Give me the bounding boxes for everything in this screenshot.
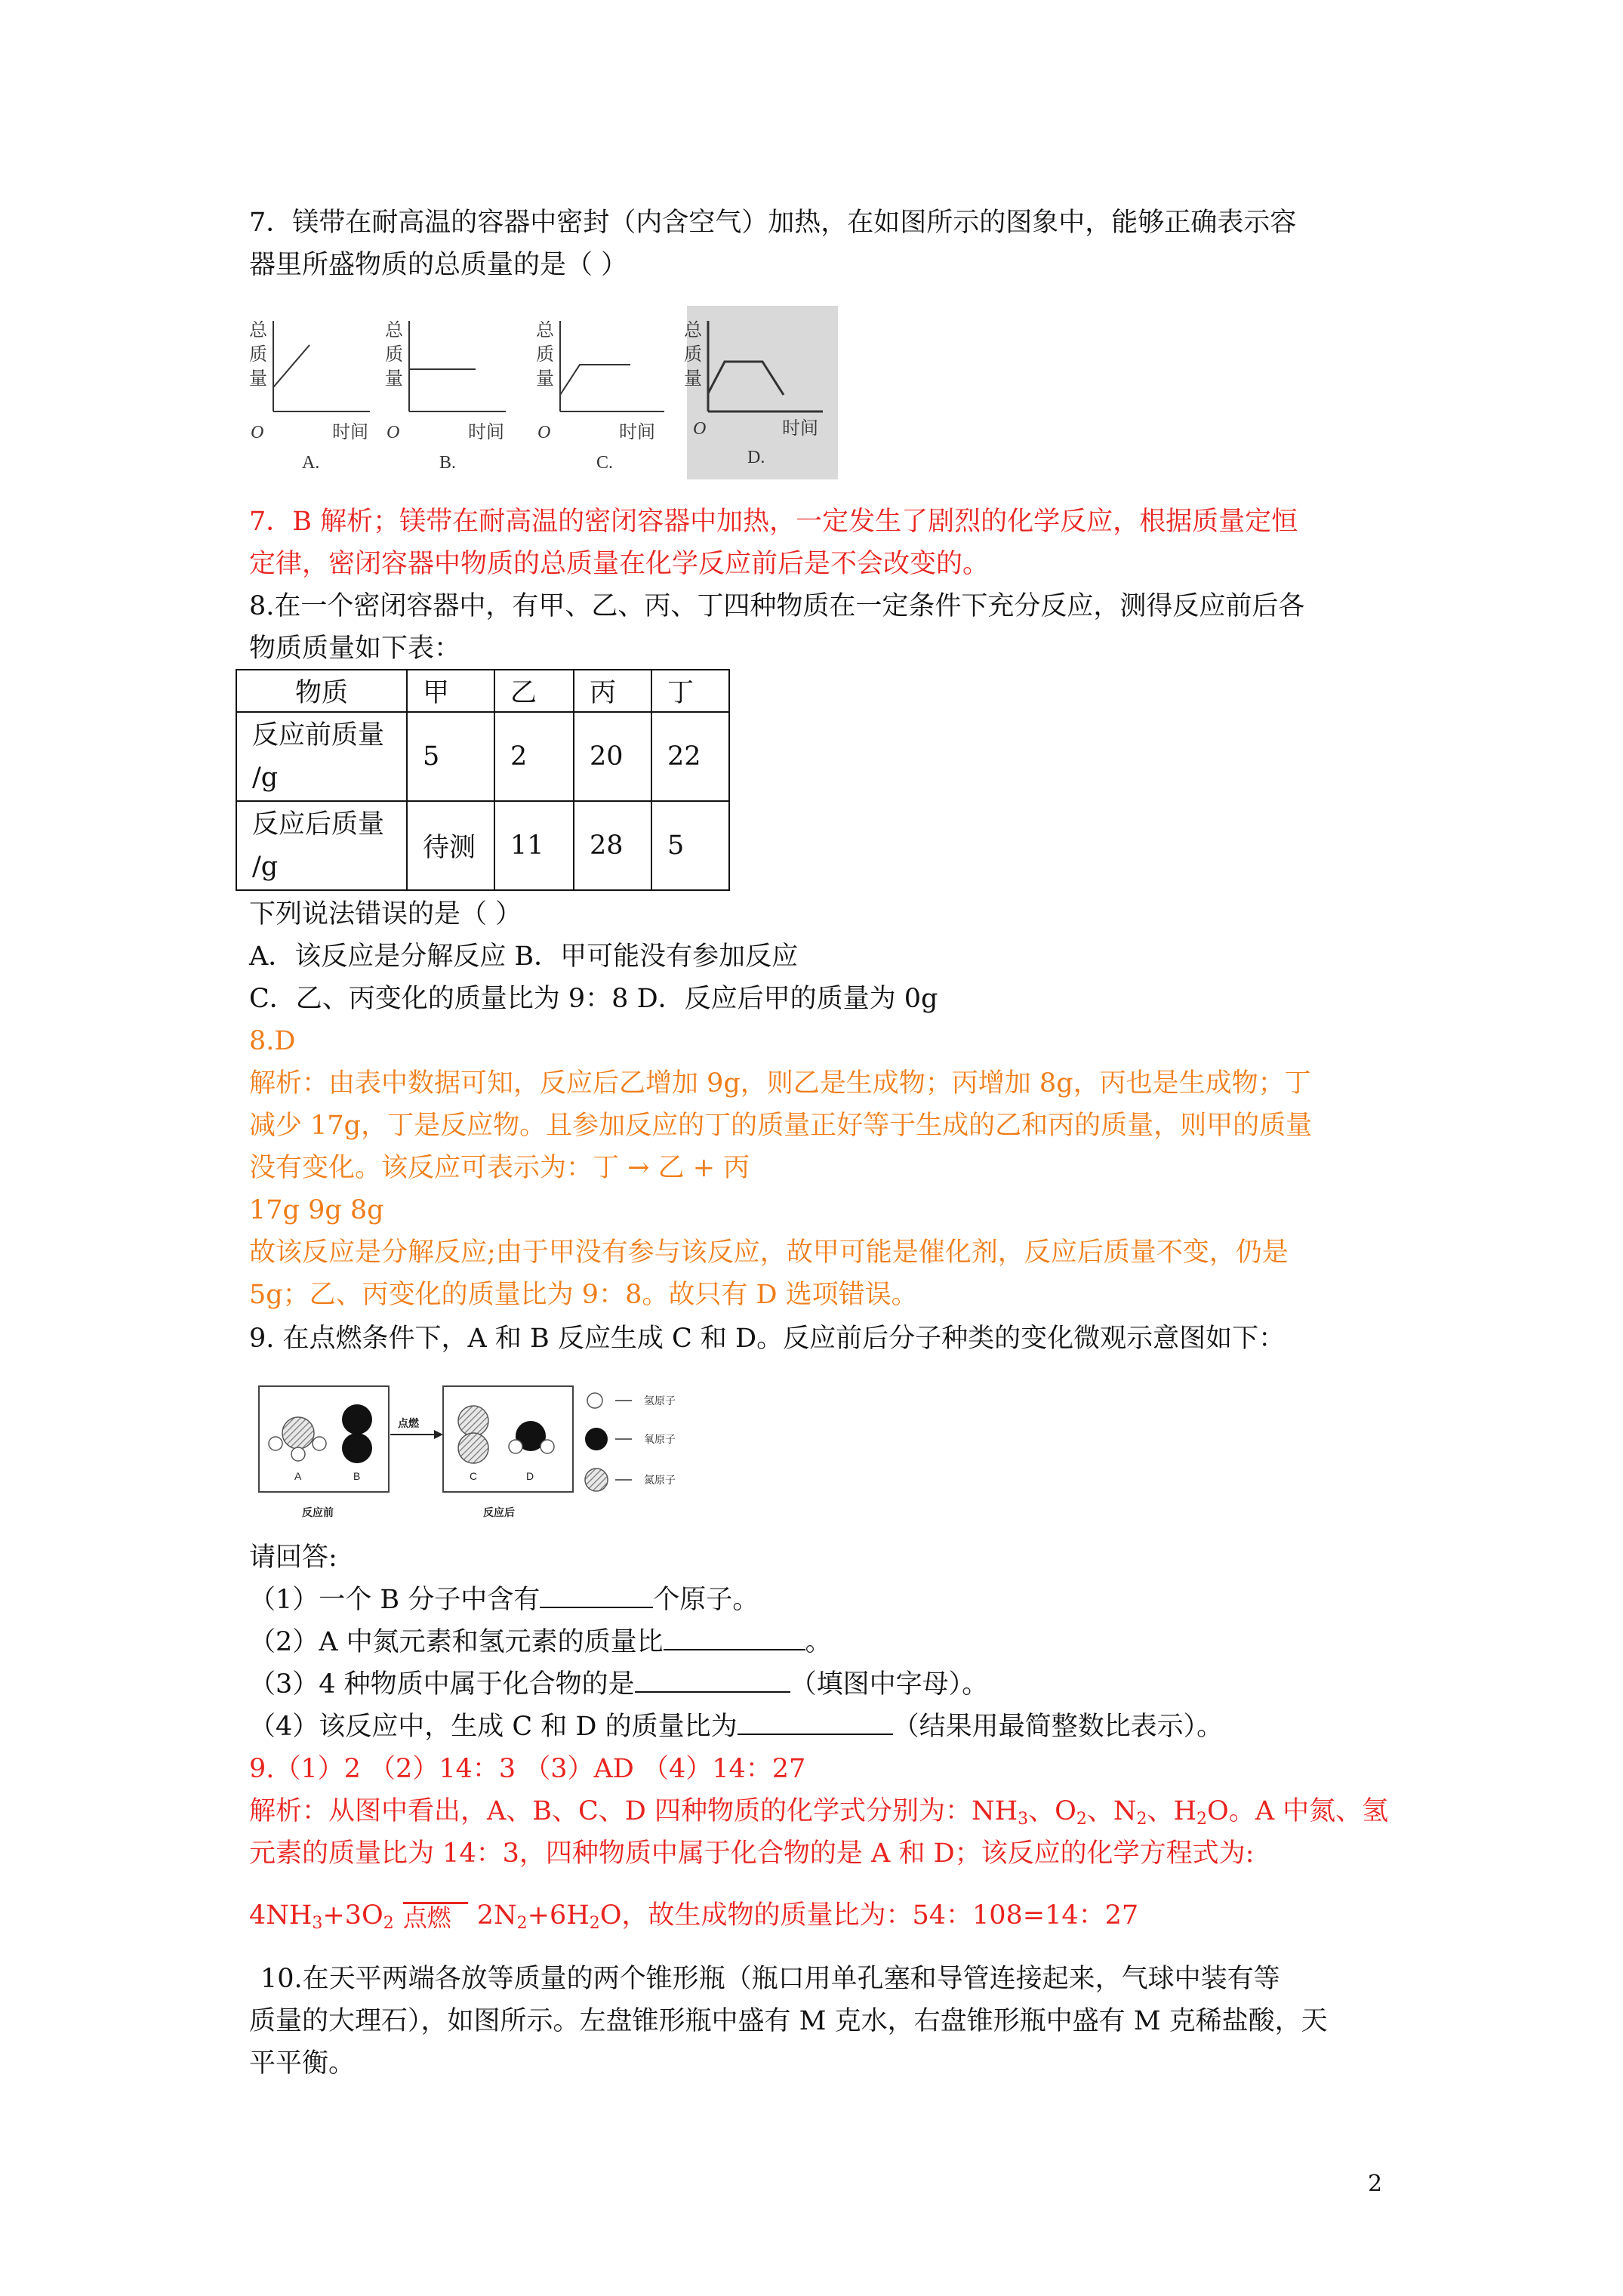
oxygen-atom [342,1404,372,1435]
page-number: 2 [1368,2171,1383,2197]
nitrogen-atom [282,1417,314,1449]
q9-analysis-line-1: 解析：从图中看出，A、B、C、D 四种物质的化学式分别为：$NH_3$、$O_2$、$N_2$、$H_2O$。A 中氮、氢 [249,1796,1389,1829]
q7-answer-line-2: 定律，密闭容器中物质的总质量在化学反应前后是不会改变的。 [249,549,990,579]
q9-sub-4: （4）该反应中，生成 C 和 D 的质量比为 （结果用最简整数比表示）。 [249,1712,1224,1742]
graph-a-origin: O [251,423,264,442]
table-cell: 28 [574,801,651,890]
arrow-label: 点燃 [398,1417,419,1429]
after-label: 反应后 [483,1506,515,1518]
graph-d-ylabel-3: 量 [684,369,702,389]
table-cell: 5 [651,801,729,890]
hydrogen-atom [540,1440,554,1453]
oxygen-atom [342,1433,372,1463]
table-row [236,801,729,890]
hydrogen-atom [509,1440,522,1453]
graph-d-option: D. [747,448,765,467]
q8-analysis-line-3: 没有变化。该反应可表示为：丁 → 乙 + 丙 [249,1153,750,1183]
q9-sub-1: （1）一个 B 分子中含有 个原子。 [249,1585,759,1615]
q10-line-1: 10.在天平两端各放等质量的两个锥形瓶（瓶口用单孔塞和导管连接起来，气球中装有等 [260,1964,1280,1994]
graph-a-ylabel-1: 总 [249,321,267,341]
q9-molecule-diagram [253,1382,721,1529]
q7-line-2: 器里所盛物质的总质量的是（ ） [249,250,628,280]
graph-d-origin: O [693,419,707,439]
nitrogen-atom [458,1433,488,1463]
graph-a-ylabel-2: 质 [249,345,267,365]
q8-analysis-line-5: 故该反应是分解反应;由于甲没有参与该反应，故甲可能是催化剂，反应后质量不变，仍是 [249,1237,1289,1268]
q9-sub-3: （3）4 种物质中属于化合物的是 （填图中字母）。 [249,1669,989,1700]
q8-analysis-line-6: 5g；乙、丙变化的质量比为 9：8。故只有 D 选项错误。 [249,1280,918,1310]
graph-b-ylabel-2: 质 [385,345,403,365]
graph-c-ylabel-3: 量 [536,369,554,389]
answer-blank[interactable] [738,1711,893,1735]
legend-oxygen: 氧原子 [644,1433,676,1445]
graph-a-xlabel: 时间 [332,423,368,442]
q8-question: 下列说法错误的是（ ） [249,899,522,929]
graph-d-xlabel: 时间 [782,419,818,439]
before-letter-a: A [294,1470,302,1482]
q7-graphs-figure [242,306,838,479]
q8-line-2: 物质质量如下表： [249,633,461,664]
hydrogen-atom [269,1437,282,1450]
nitrogen-atom [458,1406,488,1436]
hydrogen-atom [291,1447,305,1461]
graph-b-ylabel-3: 量 [385,369,403,389]
legend-hydrogen-icon [587,1393,602,1408]
graph-b-option: B. [439,453,457,473]
table-row [236,712,729,801]
table-header-cell: 物质 [236,670,407,712]
table-header-cell: 丙 [574,670,651,712]
q9-equation: $4NH_3+3O_2$ 点燃 $2N_2+6H_2O$，故生成物的质量比为：54：108=14：27 [249,1900,1139,1933]
graph-d-ylabel-1: 总 [684,321,702,341]
graph-b-xlabel: 时间 [468,423,504,442]
table-cell: 2 [494,712,574,801]
table-cell: 20 [574,712,651,801]
q8-mass-table [236,669,730,891]
table-cell: 5 [407,712,494,801]
q8-line-1: 8.在一个密闭容器中，有甲、乙、丙、丁四种物质在一定条件下充分反应，测得反应前后各 [249,591,1305,621]
q8-analysis-line-1: 解析：由表中数据可知，反应后乙增加 9g，则乙是生成物；丙增加 8g，丙也是生成物；丁 [249,1068,1311,1099]
graph-a-ylabel-3: 量 [249,369,267,389]
table-row-label: 反应后质量 /g [236,801,407,890]
q9-analysis-line-2: 元素的质量比为 14：3，四种物质中属于化合物的是 A 和 D；该反应的化学方程式为: [249,1838,1255,1869]
q9-answer: 9.（1）2 （2）14：3 （3）AD （4）14：27 [249,1754,806,1784]
answer-blank[interactable] [664,1626,805,1650]
q9-prompt: 请回答: [249,1542,337,1573]
q7-answer-line-1: 7．B 解析；镁带在耐高温的密闭容器中加热，一定发生了剧烈的化学反应，根据质量定恒 [249,507,1298,537]
before-letter-b: B [353,1470,361,1482]
table-row-label: 反应前质量 /g [236,712,407,801]
graph-a-option: A. [302,453,320,473]
legend-oxygen-icon [585,1428,608,1450]
q8-answer: 8.D [249,1026,296,1056]
q8-analysis-line-2: 减少 17g，丁是反应物。且参加反应的丁的质量正好等于生成的乙和丙的质量，则甲的质量 [249,1111,1313,1141]
graph-b-ylabel-1: 总 [385,321,403,341]
legend-nitrogen: 氮原子 [644,1474,676,1486]
q7-line-1: 7．镁带在耐高温的容器中密封（内含空气）加热，在如图所示的图象中，能够正确表示容 [249,208,1297,238]
graph-c-ylabel-1: 总 [536,321,554,341]
table-header-cell: 乙 [494,670,574,712]
graph-b [385,320,506,473]
graph-c-origin: O [537,423,551,442]
q8-options-cd: C．乙、丙变化的质量比为 9：8 D．反应后甲的质量为 0g [249,984,938,1014]
q8-options-ab: A．该反应是分解反应 B．甲可能没有参加反应 [249,942,799,972]
graph-d-ylabel-2: 质 [684,345,702,365]
after-letter-c: C [470,1470,478,1482]
answer-blank[interactable] [635,1669,790,1693]
q10-line-2: 质量的大理石），如图所示。左盘锥形瓶中盛有 M 克水，右盘锥形瓶中盛有 M 克稀盐酸，天 [249,2006,1328,2036]
table-cell: 11 [494,801,574,890]
table-cell: 待测 [407,801,494,890]
q9-line-1: 9. 在点燃条件下，A 和 B 反应生成 C 和 D。反应前后分子种类的变化微观示意图如下： [249,1324,1286,1354]
table-header-cell: 甲 [407,670,494,712]
reaction-condition-arrow: 点燃 [403,1922,468,1924]
graph-a [249,320,370,473]
q8-analysis-line-4: 17g 9g 8g [249,1195,384,1225]
hydrogen-atom [313,1437,326,1450]
table-header-row [236,670,729,712]
table-cell: 22 [651,712,729,801]
q9-sub-2: （2）A 中氮元素和氢元素的质量比 。 [249,1627,832,1657]
graph-c-ylabel-2: 质 [536,345,554,365]
graph-c [536,320,664,473]
table-header-cell: 丁 [651,670,729,712]
before-label: 反应前 [302,1506,334,1518]
q10-line-3: 平平衡。 [249,2048,356,2079]
legend-hydrogen: 氢原子 [644,1395,676,1407]
after-letter-d: D [526,1470,534,1482]
graph-c-option: C. [596,453,614,473]
graph-c-xlabel: 时间 [619,423,655,442]
graph-b-origin: O [387,423,400,442]
legend-nitrogen-icon [585,1469,608,1491]
answer-blank[interactable] [540,1584,653,1608]
